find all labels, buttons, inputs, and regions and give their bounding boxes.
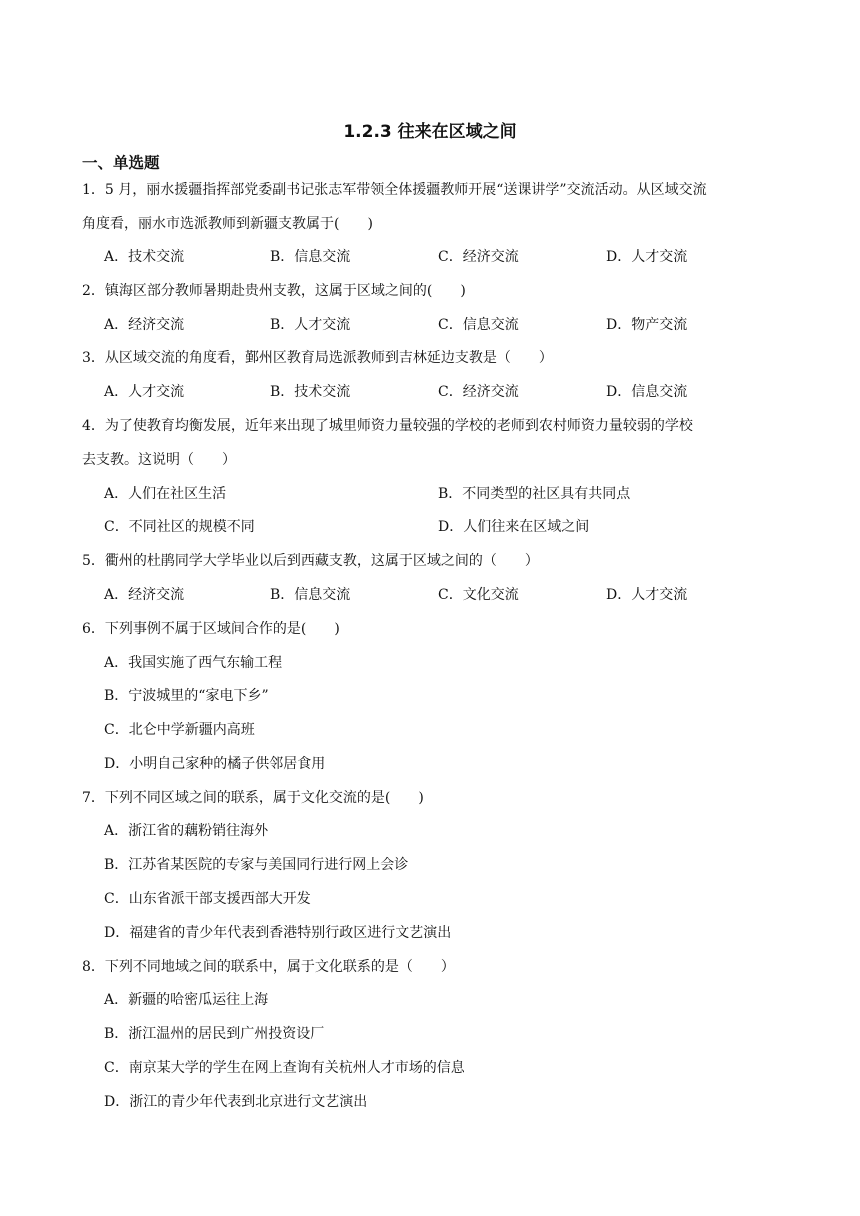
question-2-option-a[interactable]: A．经济交流 (104, 317, 185, 333)
question-1-option-b[interactable]: B．信息交流 (270, 249, 351, 265)
question-7-option-d[interactable]: D．福建省的青少年代表到香港特别行政区进行文艺演出 (104, 925, 452, 941)
question-1-option-a[interactable]: A．技术交流 (104, 249, 185, 265)
question-7-stem: 7．下列不同区域之间的联系，属于文化交流的是( ) (82, 790, 424, 806)
question-4-option-d[interactable]: D．人们往来在区域之间 (438, 519, 590, 535)
question-2-option-b[interactable]: B．人才交流 (270, 317, 351, 333)
page-title: 1.2.3 往来在区域之间 (343, 122, 517, 142)
question-8-option-c[interactable]: C．南京某大学的学生在网上查询有关杭州人才市场的信息 (104, 1060, 465, 1076)
question-5-option-d[interactable]: D．人才交流 (606, 587, 688, 603)
question-6-option-a[interactable]: A．我国实施了西气东输工程 (104, 655, 283, 671)
question-4-option-b[interactable]: B．不同类型的社区具有共同点 (438, 486, 631, 502)
question-4-stem-line-1: 4．为了使教育均衡发展，近年来出现了城里师资力量较强的学校的老师到农村师资力量较弱的学校 (82, 418, 693, 434)
question-2-option-c[interactable]: C．信息交流 (438, 317, 519, 333)
question-8-option-b[interactable]: B．浙江温州的居民到广州投资设厂 (104, 1026, 325, 1042)
question-7-option-b[interactable]: B．江苏省某医院的专家与美国同行进行网上会诊 (104, 857, 409, 873)
question-5-stem: 5．衢州的杜鹃同学大学毕业以后到西藏支教，这属于区域之间的（ ） (82, 553, 539, 569)
question-7-option-a[interactable]: A．浙江省的藕粉销往海外 (104, 823, 269, 839)
section-heading: 一、单选题 (82, 154, 160, 172)
question-8-stem: 8．下列不同地域之间的联系中，属于文化联系的是（ ） (82, 959, 455, 975)
question-3-option-d[interactable]: D．信息交流 (606, 384, 688, 400)
question-8-option-d[interactable]: D．浙江的青少年代表到北京进行文艺演出 (104, 1094, 368, 1110)
question-4-option-c[interactable]: C．不同社区的规模不同 (104, 519, 255, 535)
question-5-option-b[interactable]: B．信息交流 (270, 587, 351, 603)
question-5-option-c[interactable]: C．文化交流 (438, 587, 519, 603)
question-6-option-c[interactable]: C．北仑中学新疆内高班 (104, 722, 255, 738)
question-1-stem-line-2: 角度看，丽水市选派教师到新疆支教属于( ) (82, 216, 373, 232)
question-5-option-a[interactable]: A．经济交流 (104, 587, 185, 603)
question-6-option-b[interactable]: B．宁波城里的“家电下乡” (104, 688, 269, 704)
question-2-stem: 2．镇海区部分教师暑期赴贵州支教，这属于区域之间的( ) (82, 283, 466, 299)
question-2-option-d[interactable]: D．物产交流 (606, 317, 688, 333)
question-3-option-a[interactable]: A．人才交流 (104, 384, 185, 400)
question-3-stem: 3．从区域交流的角度看，鄞州区教育局选派教师到吉林延边支教是（ ） (82, 350, 553, 366)
question-7-option-c[interactable]: C．山东省派干部支援西部大开发 (104, 891, 311, 907)
question-6-option-d[interactable]: D．小明自己家种的橘子供邻居食用 (104, 756, 326, 772)
question-3-option-b[interactable]: B．技术交流 (270, 384, 351, 400)
question-4-stem-line-2: 去支教。这说明（ ） (82, 452, 236, 468)
question-1-option-c[interactable]: C．经济交流 (438, 249, 519, 265)
question-6-stem: 6．下列事例不属于区域间合作的是( ) (82, 621, 340, 637)
question-1-option-d[interactable]: D．人才交流 (606, 249, 688, 265)
question-3-option-c[interactable]: C．经济交流 (438, 384, 519, 400)
question-4-option-a[interactable]: A．人们在社区生活 (104, 486, 227, 502)
question-8-option-a[interactable]: A．新疆的哈密瓜运往上海 (104, 992, 269, 1008)
question-1-stem-line-1: 1．5 月，丽水援疆指挥部党委副书记张志军带领全体援疆教师开展“送课讲学”交流活动。从区域交流 (82, 182, 707, 198)
